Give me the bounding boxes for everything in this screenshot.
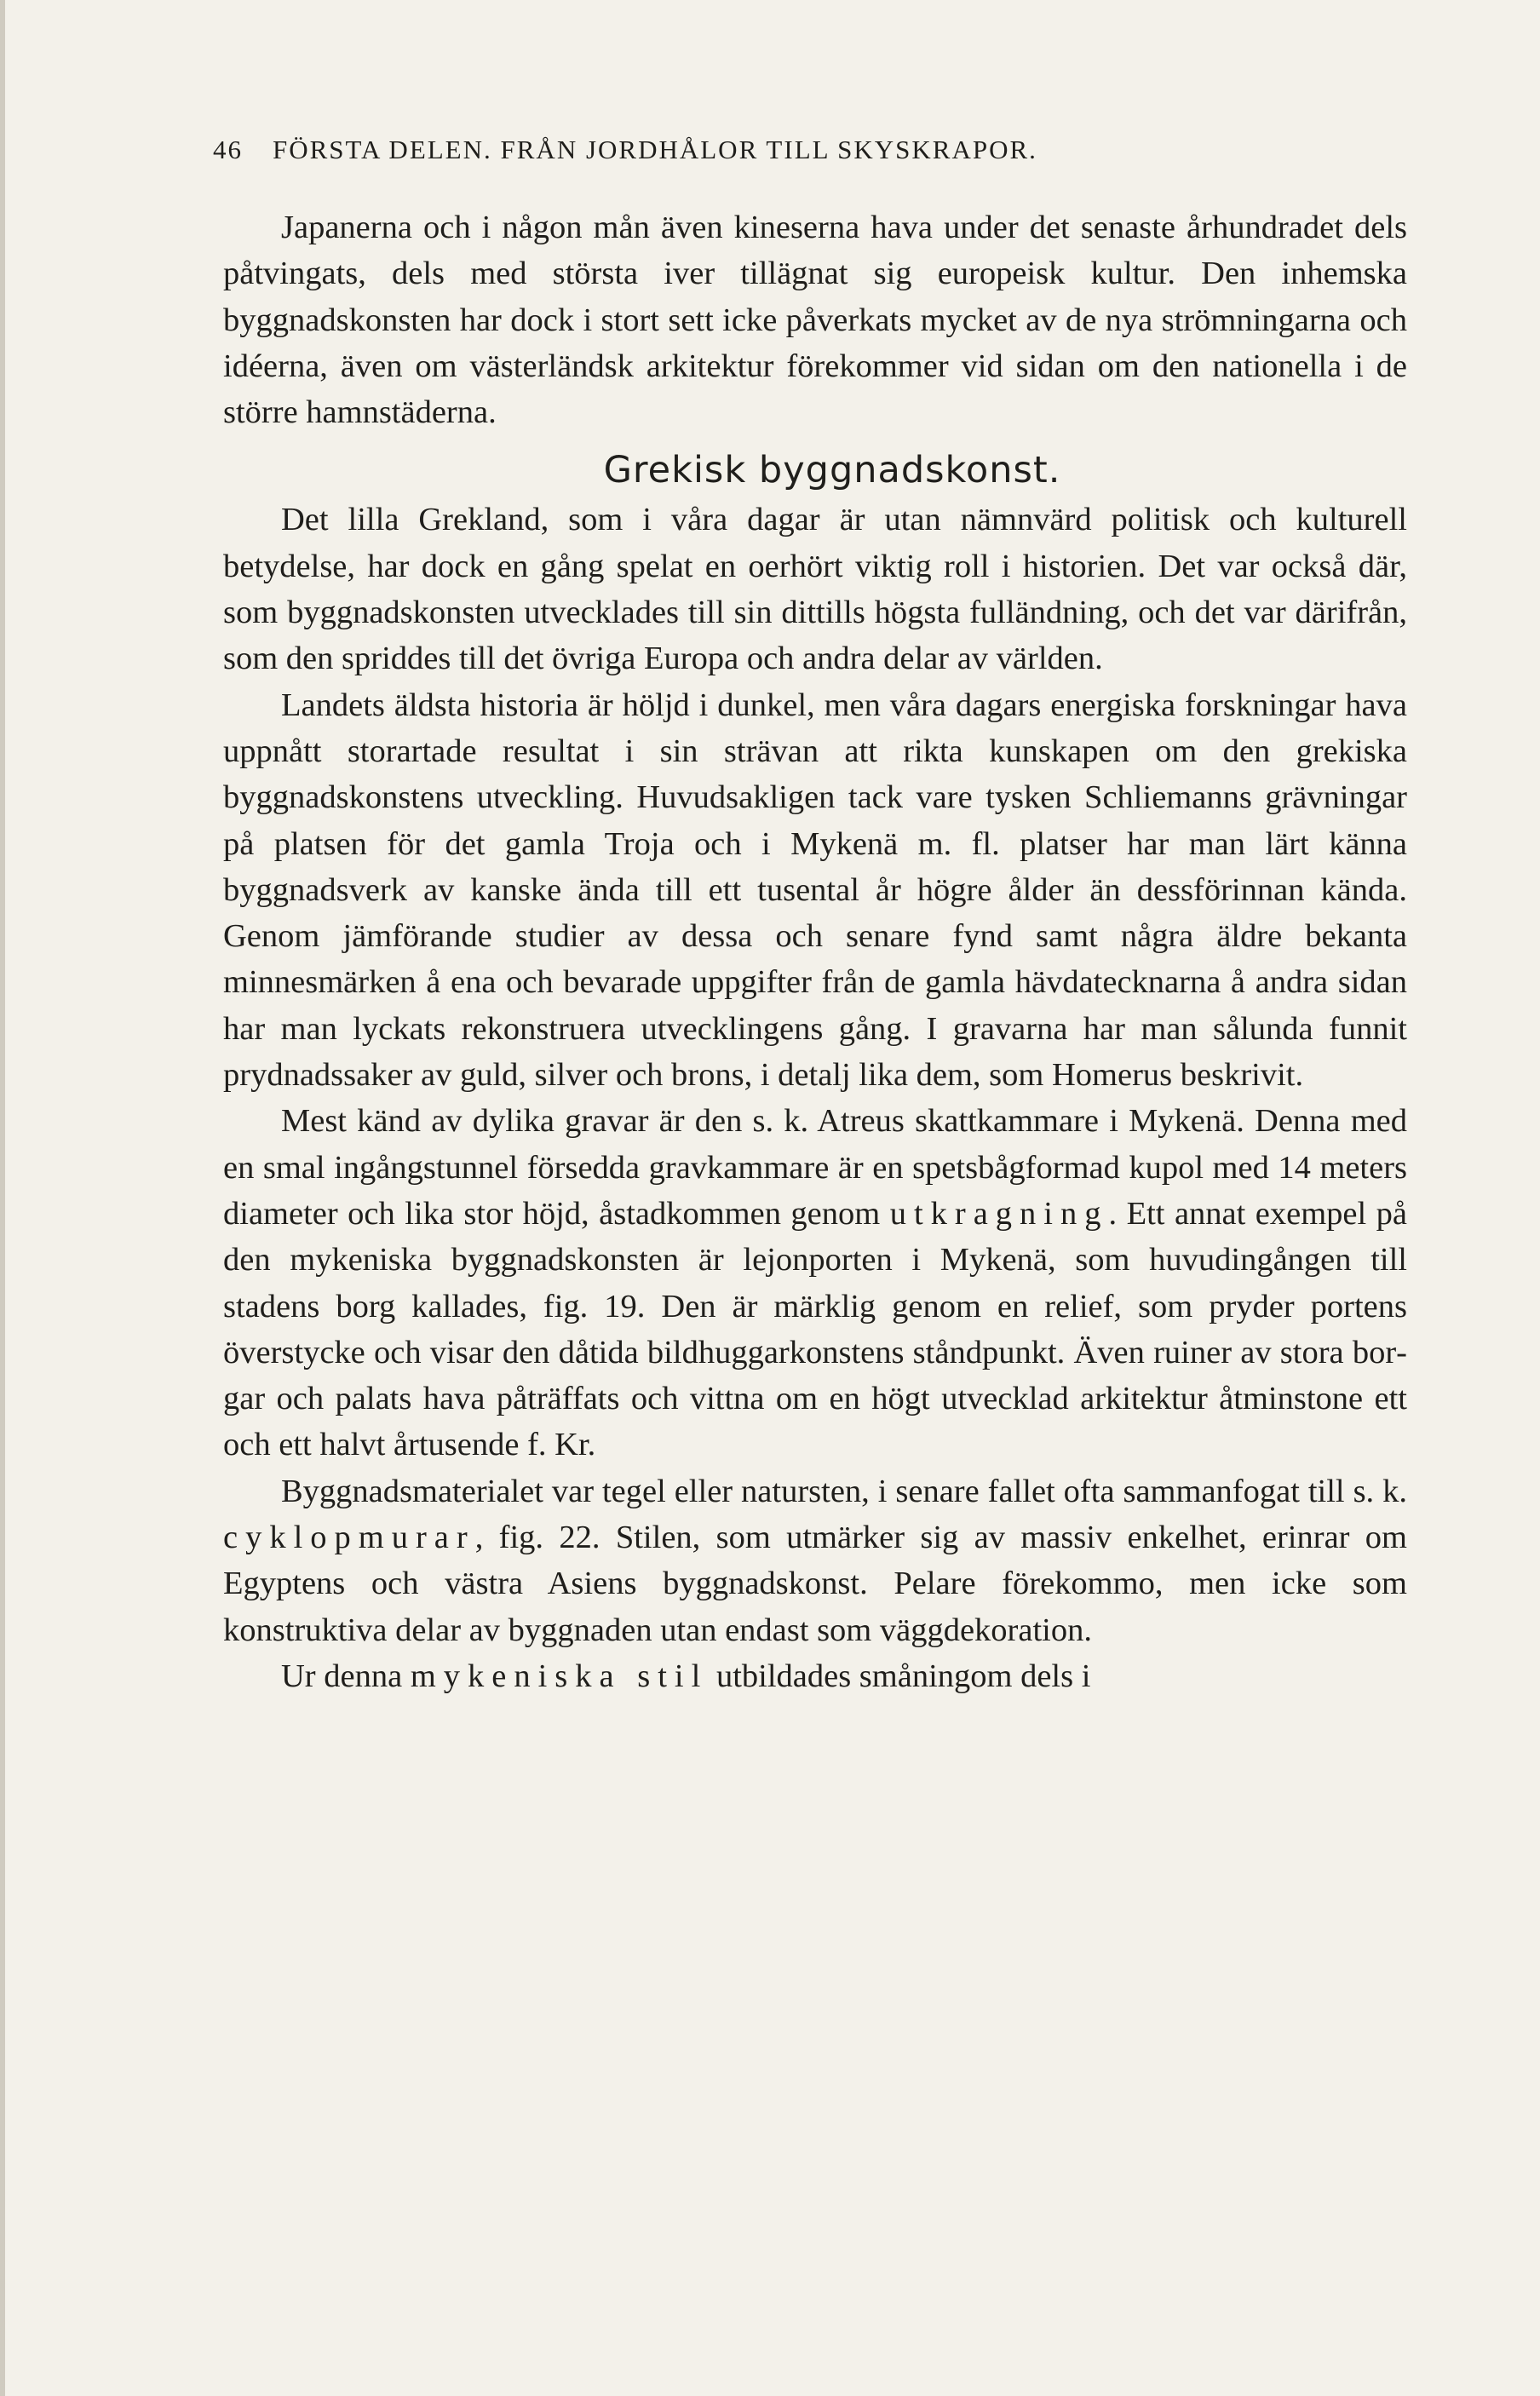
body-text: [223, 204, 1407, 1699]
paragraph-atreus-b: . Ett annat exempel på den mykeniska byggnadskonsten är lejonporten i Mykenä, som huvudingången till stadens borg kallades, fig. 19. Den är märklig genom en relief, som pryder portens överstycke och visar den dåtida bildhuggarkonstens ståndpunkt. Även ruiner av stora borgar och palats hava påträffats och vittna om en högt utvecklad arkitektur åtminstone ett och ett halvt årtusende f. Kr.: [223, 1195, 1408, 1463]
running-header: [213, 135, 1405, 165]
spaced-term-cyklopmurar: cyklopmurar: [223, 1520, 475, 1556]
paragraph-mykenian-style: [223, 1653, 1407, 1699]
paragraph-atreus-a: Mest känd av dylika gravar är den s. k. Atreus skattkammare i Mykenä. Denna med en smal ingångstunnel försedda gravkammare är en spetsbågformad kupol med 14 meters diameter och lika stor höjd, åstadkommen genom: [223, 1103, 1407, 1232]
paragraph-history: Landets äldsta historia är höljd i dunkel, men våra dagars energiska forskningar hava uppnått storartade resultat i sin strävan att rikta kunskapen om den grekiska byggnadskonstens utveckling. Huvudsakligen tack vare tysken Schliemanns grävningar på platsen för det gamla Troja och i Mykenä m. fl. platser har man lärt känna byggnadsverk av kanske ända till ett tusental år högre ålder än dessförinnan kända. Genom jämförande studier av dessa och senare fynd samt några äldre bekanta minnesmärken å ena och bevarade uppgifter från de gamla hävdatecknarna å andra sidan har man lyckats rekonstruera utvecklingens gång. I gravarna har man sålunda funnit prydnadssaker av guld, silver och brons, i detalj lika dem, som Homerus beskrivit.: [223, 687, 1407, 1094]
section-heading: Grekisk byggnadskonst.: [603, 449, 1061, 492]
paragraph-material-a: Byggnadsmaterialet var tegel eller natursten, i senare fallet ofta sammanfogat till s. k.: [281, 1473, 1407, 1509]
paragraph-style-a: Ur denna: [281, 1658, 403, 1694]
page-number: 46: [213, 135, 243, 164]
paragraph-material-b: , fig. 22. Stilen, som utmärker sig av massiv enkelhet, erinrar om Egyptens och västra Asiens byggnadskonst. Pelare förekommo, men icke som konstruktiva delar av byggnaden utan endast som väggdekoration.: [223, 1520, 1407, 1648]
paragraph-atreus: [223, 1098, 1407, 1468]
page-edge: [0, 0, 5, 2396]
spaced-term-mykeniska-stil: mykeniska stil: [410, 1658, 709, 1694]
paragraph-japan: Japanerna och i någon mån även kineserna hava under det senaste århundradet dels påtvingats, dels med största iver tillägnat sig europeisk kultur. Den inhemska byggnadskonsten har dock i stort sett icke påverkats mycket av de nya strömningarna och idéerna, även om västerländsk arkitektur förekommer vid sidan om den nationella i de större hamnstäderna.: [223, 210, 1407, 431]
running-title: FÖRSTA DELEN. FRÅN JORDHÅLOR TILL SKYSKRAPOR.: [273, 135, 1037, 164]
spaced-term-utkragning: utkragning: [889, 1195, 1109, 1232]
paragraph-material: [223, 1468, 1407, 1653]
paragraph-style-b: utbildades småningom dels i: [715, 1658, 1091, 1694]
paragraph-greece-intro: Det lilla Grekland, som i våra dagar är utan nämnvärd politisk och kulturell betydelse, har dock en gång spelat en oerhört viktig roll i historien. Det var också där, som byggnadskonsten utvecklades till sin dittills högsta fulländning, och det var därifrån, som den spriddes till det övriga Europa och andra delar av världen.: [223, 502, 1407, 677]
